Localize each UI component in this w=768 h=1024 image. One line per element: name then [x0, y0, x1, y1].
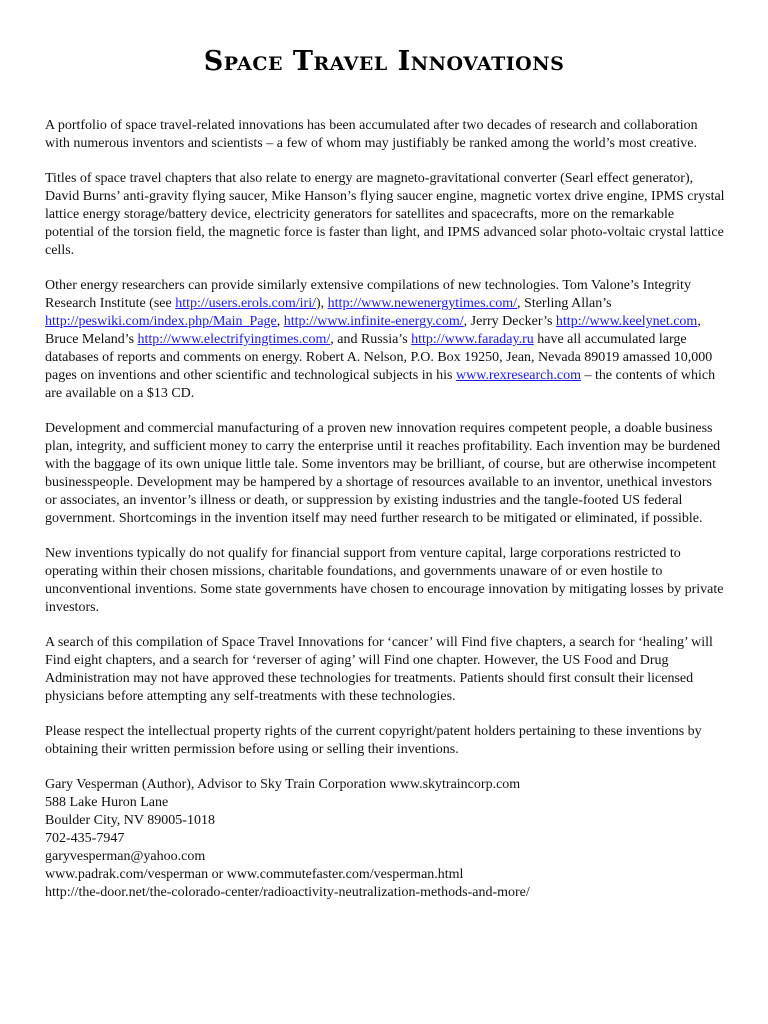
link-infinite-energy[interactable]: http://www.infinite-energy.com/ — [283, 314, 464, 329]
link-rexresearch[interactable]: www.rexresearch.com — [455, 368, 581, 383]
document-body — [45, 117, 725, 902]
contact-street: 588 Lake Huron Lane — [45, 795, 169, 810]
link-iri[interactable]: http://users.erols.com/iri/ — [175, 296, 316, 311]
author-contact-block — [45, 776, 725, 902]
paragraph-funding: New inventions typically do not qualify for financial support from venture capital, large corporations restricted to operating within their chosen missions, charitable foundations, and governments unaware of or even hostile to unconventional inventions. Some state governments have chosen to encourage innovation by mitigating losses by private investors. — [45, 546, 724, 615]
contact-email: garyvesperman@yahoo.com — [45, 849, 206, 864]
text-segment: have all accumulated large databases of reports and comments on energy. Robert A. Nelson, P.O. Box 19250, Jean, Nevada 89019 amassed 10,000 pages on inventions and other scientific and technological subjects in his — [45, 332, 713, 383]
contact-author-line: Gary Vesperman (Author), Advisor to Sky Train Corporation www.skytraincorp.com — [45, 777, 521, 792]
link-newenergytimes[interactable]: http://www.newenergytimes.com/ — [327, 296, 518, 311]
text-segment: , Jerry Decker’s — [463, 314, 556, 329]
document-title: Space Travel Innovations — [203, 46, 565, 77]
text-segment: – the contents of which are available on a $13 CD. — [45, 368, 716, 401]
contact-websites: www.padrak.com/vesperman or www.commutefaster.com/vesperman.html — [45, 867, 464, 882]
text-segment: , Bruce Meland’s — [45, 314, 701, 347]
paragraph-intro: A portfolio of space travel-related innovations has been accumulated after two decades of research and collaboration with numerous inventors and scientists – a few of whom may justifiably be ranked among the world’s most creative. — [45, 118, 698, 151]
link-faraday[interactable]: http://www.faraday.ru — [411, 332, 534, 347]
paragraph-other-researchers — [45, 277, 725, 403]
link-peswiki[interactable]: http://peswiki.com/index.php/Main_Page — [45, 314, 277, 329]
text-segment: , and Russia’s — [330, 332, 412, 347]
paragraph-search-disclaimer: A search of this compilation of Space Travel Innovations for ‘cancer’ will Find five chapters, a search for ‘healing’ will Find eight chapters, and a search for ‘reverser of aging’ will Find one chapter. However, the US Food and Drug Administration may not have approved these technologies for treatments. Patients should first consult their licensed physicians before attempting any self-treatments with these technologies. — [45, 635, 713, 704]
text-segment: , Sterling Allan’s — [517, 296, 612, 311]
link-keelynet[interactable]: http://www.keelynet.com — [555, 314, 698, 329]
text-segment: ), — [316, 296, 328, 311]
link-electrifyingtimes[interactable]: http://www.electrifyingtimes.com/ — [137, 332, 331, 347]
paragraph-ip-notice: Please respect the intellectual property rights of the current copyright/patent holders pertaining to these inventions by obtaining their written permission before using or selling their inventions. — [45, 724, 702, 757]
text-segment: Other energy researchers can provide similarly extensive compilations of new technologies. Tom Valone’s Integrity Research Institute (see — [45, 278, 691, 311]
paragraph-development: Development and commercial manufacturing of a proven new innovation requires competent people, a doable business plan, integrity, and sufficient money to carry the enterprise until it reaches profitability. Each invention may be burdened with the baggage of its own unique little tale. Some inventors may be brilliant, of course, but are otherwise incompetent businesspeople. Development may be hampered by a shortage of resources available to an inventor, unethical investors or associates, an inventor’s illness or death, or suppression by existing industries and the tangle-footed US federal government. Shortcomings in the invention itself may need further research to be mitigated or eliminated, if possible. — [45, 421, 721, 526]
contact-city: Boulder City, NV 89005-1018 — [45, 813, 215, 828]
contact-phone: 702-435-7947 — [45, 831, 125, 846]
contact-url: http://the-door.net/the-colorado-center/radioactivity-neutralization-methods-and-more/ — [45, 885, 530, 900]
text-segment: , — [276, 314, 284, 329]
paragraph-chapter-titles: Titles of space travel chapters that also relate to energy are magneto-gravitational converter (Searl effect generator), David Burns’ anti-gravity flying saucer, Mike Hanson’s flying saucer engine, magnetic vortex drive engine, IPMS crystal lattice energy storage/battery device, electricity generators for satellites and spacecrafts, more on the remarkable potential of the torsion field, the magnetic force is faster than light, and IPMS advanced solar photo-voltaic crystal lattice cells. — [45, 171, 725, 258]
